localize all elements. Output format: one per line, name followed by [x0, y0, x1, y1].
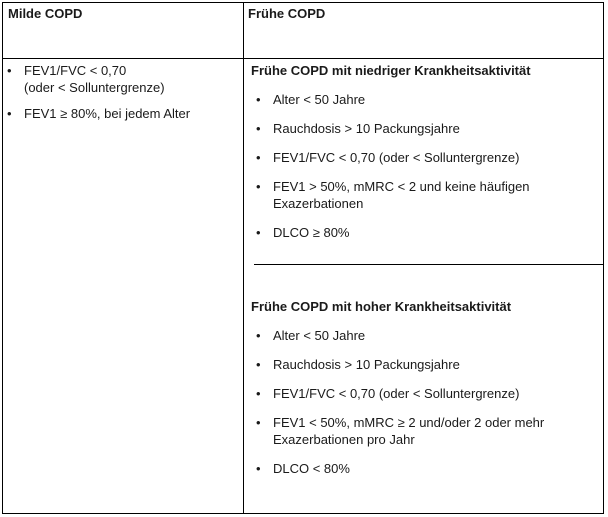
- list-item: [256, 327, 596, 344]
- list-item-text: FEV1/FVC < 0,70: [24, 63, 127, 78]
- list-item-text: FEV1/FVC < 0,70 (oder < Solluntergrenze): [273, 150, 520, 165]
- header-fruehe-copd: Frühe COPD: [248, 6, 326, 21]
- list-item-text-continued: Exazerbationen: [273, 196, 364, 211]
- list-item: [256, 91, 596, 108]
- high-activity-section-title: Frühe COPD mit hoher Krankheitsaktivität: [251, 299, 512, 314]
- list-item: [256, 414, 596, 448]
- high-activity-criteria-list: [256, 327, 596, 477]
- list-item: [7, 105, 235, 122]
- list-item: [256, 178, 596, 212]
- list-item: [256, 224, 596, 241]
- list-item: [256, 356, 596, 373]
- list-item-text: Alter < 50 Jahre: [273, 92, 366, 107]
- low-activity-criteria-list: [256, 91, 596, 241]
- list-item-text: FEV1 > 50%, mMRC < 2 und keine häufigen: [273, 179, 530, 194]
- list-item-text-continued: (oder < Solluntergrenze): [24, 80, 165, 95]
- list-item-text: Rauchdosis > 10 Packungsjahre: [273, 121, 460, 136]
- list-item: [7, 62, 235, 96]
- list-item: [256, 460, 596, 477]
- column-divider: [243, 3, 244, 513]
- section-divider: [254, 264, 604, 265]
- list-item-text: FEV1 ≥ 80%, bei jedem Alter: [24, 106, 191, 121]
- list-item-text: DLCO < 80%: [273, 461, 350, 476]
- list-item: [256, 385, 596, 402]
- list-item-text: FEV1 < 50%, mMRC ≥ 2 und/oder 2 oder mehr: [273, 415, 545, 430]
- list-item: [256, 120, 596, 137]
- list-item-text: Rauchdosis > 10 Packungsjahre: [273, 357, 460, 372]
- low-activity-section-title: Frühe COPD mit niedriger Krankheitsaktivität: [251, 63, 531, 78]
- header-milde-copd: Milde COPD: [8, 6, 83, 21]
- list-item-text: FEV1/FVC < 0,70 (oder < Solluntergrenze): [273, 386, 520, 401]
- list-item: [256, 149, 596, 166]
- list-item-text-continued: Exazerbationen pro Jahr: [273, 432, 415, 447]
- list-item-text: Alter < 50 Jahre: [273, 328, 366, 343]
- header-row-divider: [3, 58, 603, 59]
- list-item-text: DLCO ≥ 80%: [273, 225, 350, 240]
- milde-copd-criteria-list: [7, 62, 235, 122]
